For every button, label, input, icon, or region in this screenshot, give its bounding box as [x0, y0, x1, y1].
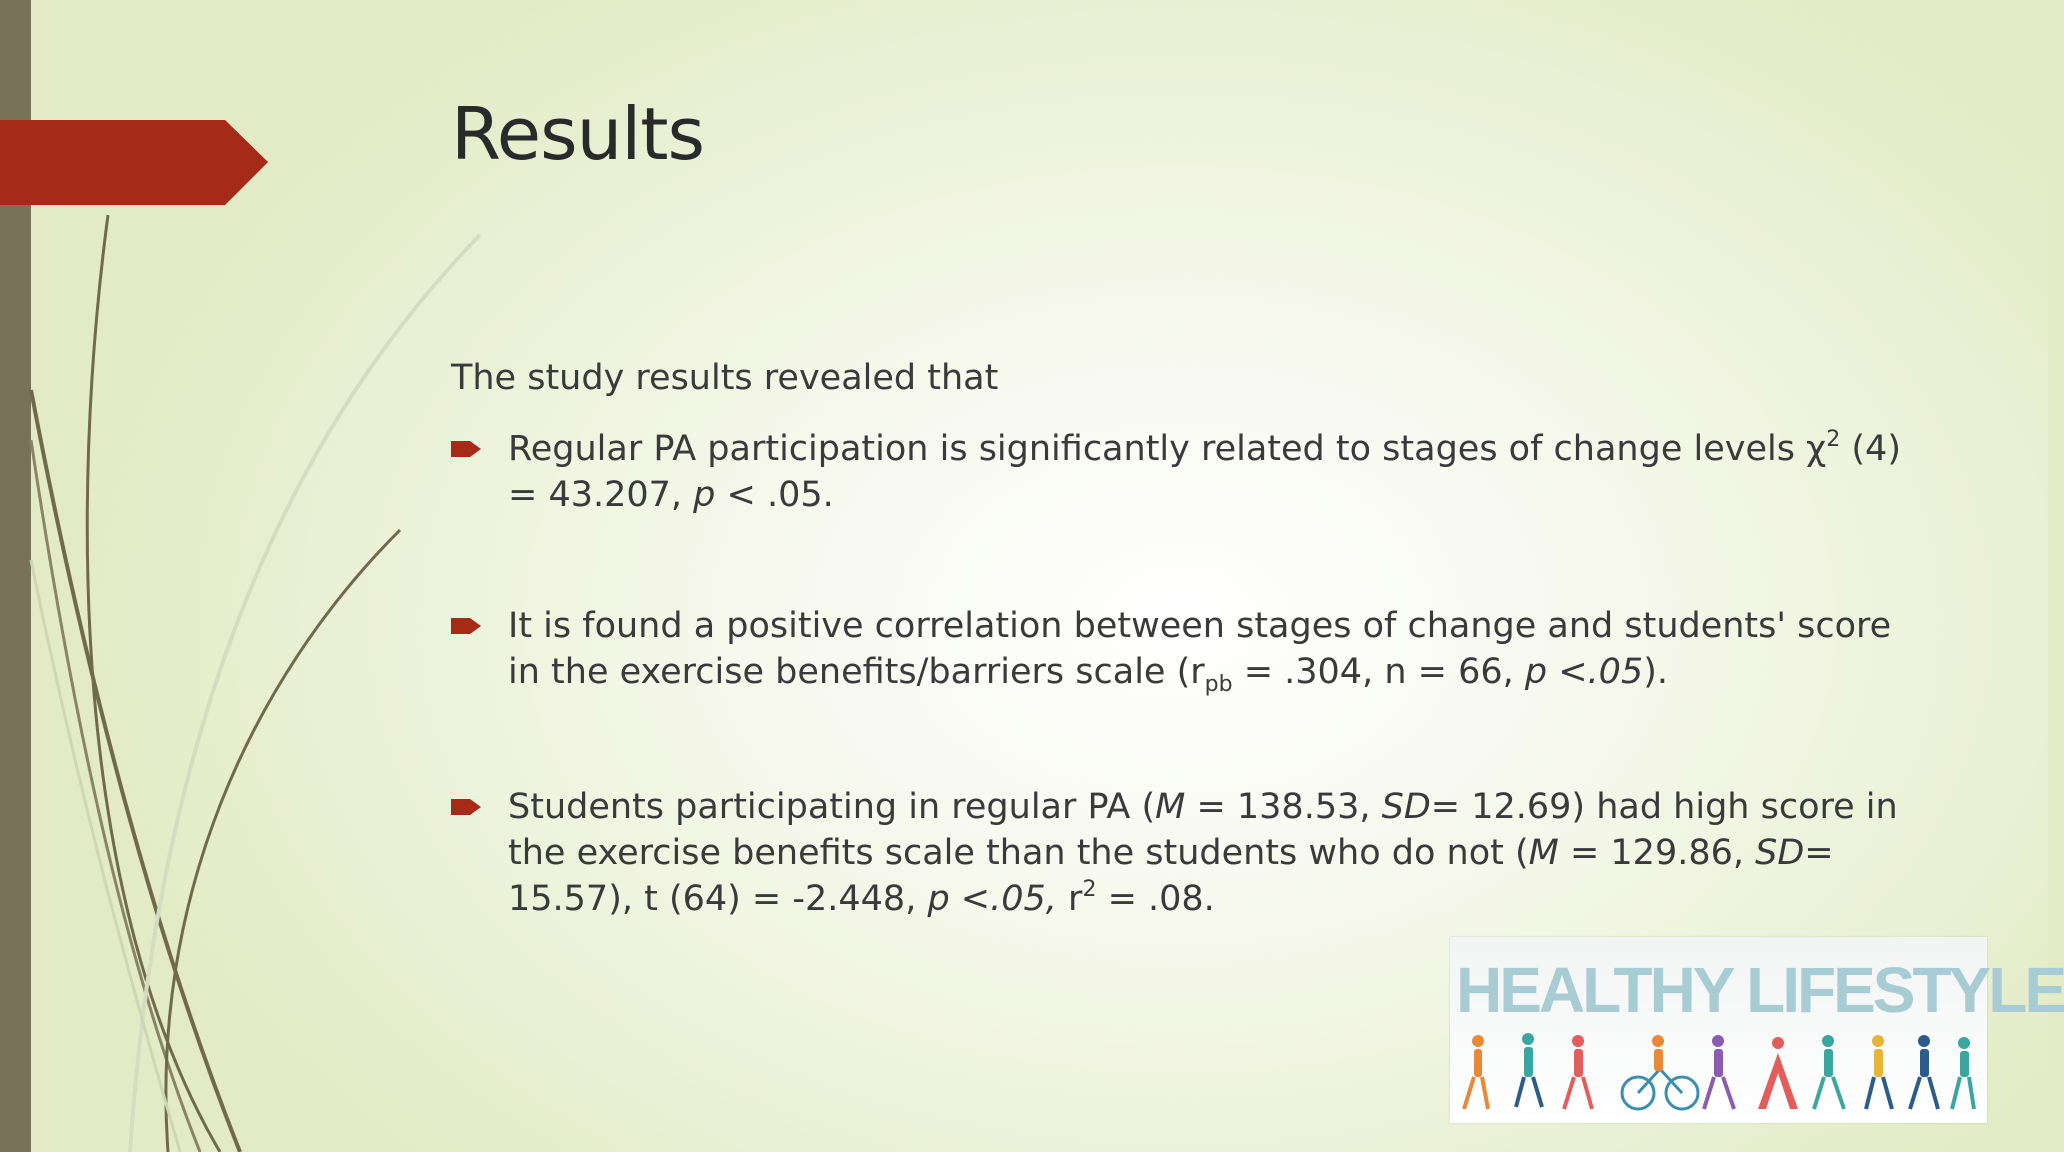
italic-p: p <.05 — [1524, 652, 1644, 692]
result-bullet-correlation — [451, 603, 1921, 695]
people-exercising-illustration — [1458, 1029, 1978, 1119]
slide-title: Results — [451, 92, 704, 176]
text-segment: Regular PA participation is significantly related to stages of change levels χ — [508, 429, 1827, 469]
text-segment: = 15.57), t (64) = -2.448, — [508, 833, 1834, 919]
text-segment: It is found a positive correlation between stages of change and students' score in the exercise benefits/barriers scale (r — [508, 606, 1892, 692]
italic-p: p <.05, — [927, 879, 1057, 919]
text-segment: = .304, n = 66, — [1232, 652, 1525, 692]
text-segment: < .05. — [715, 475, 834, 515]
bullet-text — [508, 426, 1921, 518]
italic-sd: SD — [1755, 833, 1805, 873]
subscript: pb — [1204, 672, 1233, 697]
bullet-text — [508, 603, 1921, 695]
text-segment: (4) = 43.207, — [508, 429, 1901, 515]
arrow-bullet-icon — [451, 439, 481, 459]
italic-sd: SD — [1381, 787, 1431, 827]
image-title: HEALTHY LIFESTYLE — [1456, 954, 2064, 1026]
result-bullet-t-test — [451, 784, 1921, 922]
intro-text: The study results revealed that — [451, 358, 999, 398]
arrow-bullet-icon — [451, 616, 481, 636]
superscript: 2 — [1082, 877, 1097, 902]
text-segment: ). — [1643, 652, 1668, 692]
text-segment: = .08. — [1096, 879, 1215, 919]
result-bullet-chi-square — [451, 426, 1921, 518]
text-segment: = 129.86, — [1558, 833, 1756, 873]
italic-m: M — [1528, 833, 1559, 873]
bullet-text — [508, 784, 1921, 922]
text-segment: r — [1056, 879, 1083, 919]
text-segment: Students participating in regular PA ( — [508, 787, 1156, 827]
arrow-bullet-icon — [451, 797, 481, 817]
text-segment: = 12.69) had high score in the exercise benefits scale than the students who do not ( — [508, 787, 1898, 873]
italic-p: p — [693, 475, 716, 515]
superscript: 2 — [1826, 427, 1841, 452]
title-accent-arrow — [0, 120, 268, 205]
healthy-lifestyle-image — [1450, 937, 2064, 1123]
text-segment: = 138.53, — [1185, 787, 1382, 827]
italic-m: M — [1155, 787, 1186, 827]
